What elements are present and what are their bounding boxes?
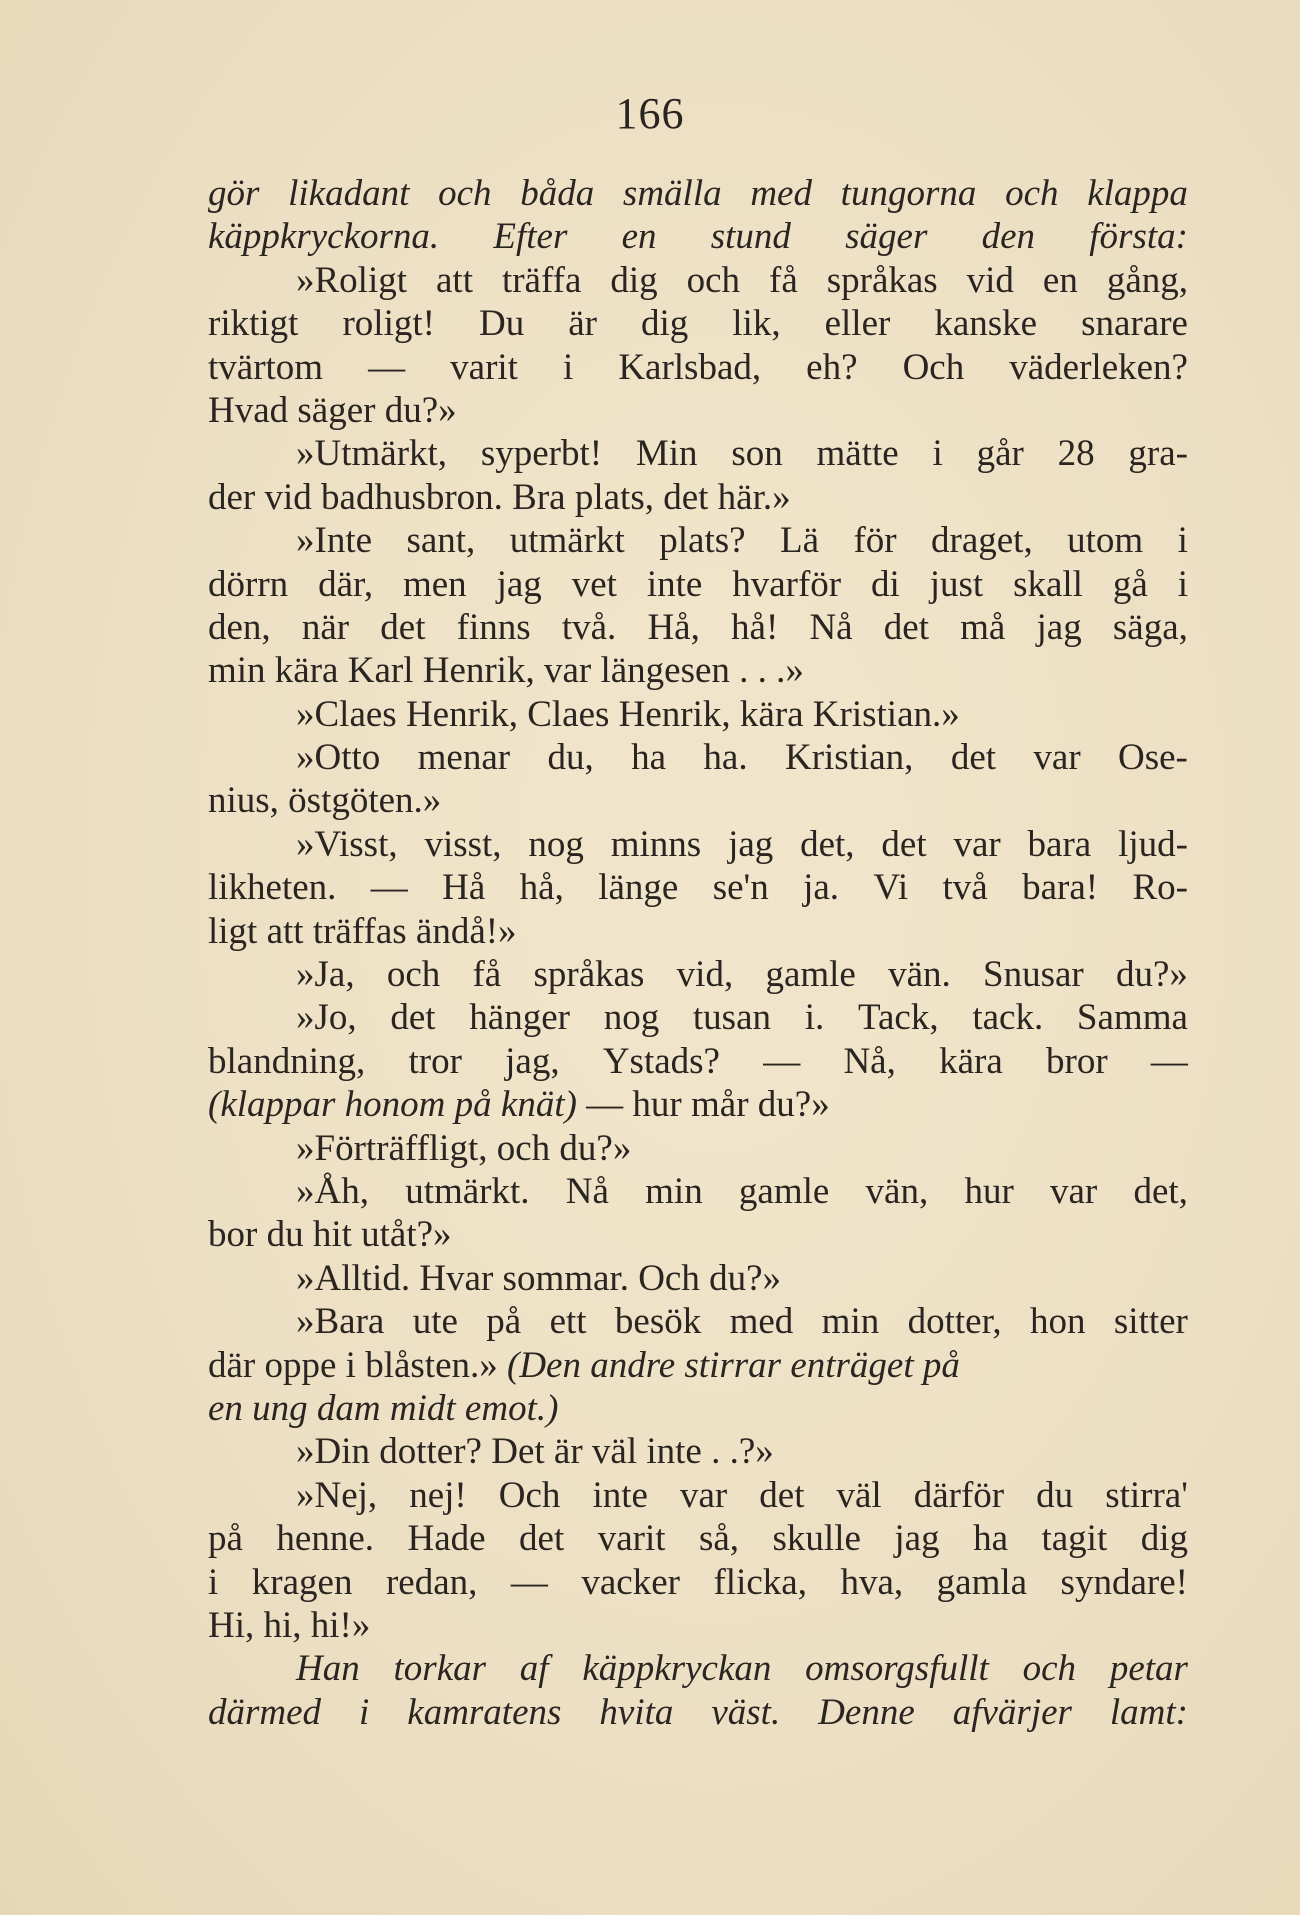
word: syndare! bbox=[1060, 1561, 1188, 1603]
word: ljud- bbox=[1118, 823, 1188, 865]
word: hur bbox=[964, 1170, 1014, 1212]
word: går bbox=[976, 433, 1024, 475]
word: dotter, bbox=[907, 1301, 1002, 1343]
word: i. bbox=[804, 997, 825, 1039]
word: den, bbox=[208, 606, 271, 648]
word: dörrn bbox=[208, 563, 289, 605]
word: ett bbox=[549, 1301, 587, 1343]
word: »Jo, bbox=[296, 997, 357, 1039]
text-line bbox=[208, 1561, 1188, 1604]
word: lik, bbox=[732, 303, 781, 345]
word: vän. bbox=[888, 954, 951, 996]
text-line bbox=[208, 1344, 1188, 1387]
word: bara! bbox=[1022, 867, 1099, 909]
word: 28 bbox=[1057, 433, 1095, 475]
word: — bbox=[510, 1561, 548, 1603]
word: första: bbox=[1089, 216, 1188, 258]
word: henne. bbox=[276, 1518, 375, 1560]
text-line: Hvad säger du?» bbox=[208, 389, 457, 431]
word: flicka, bbox=[713, 1561, 807, 1603]
word: det, bbox=[800, 823, 855, 865]
word: träffa bbox=[501, 259, 582, 301]
word: tusan bbox=[692, 997, 772, 1039]
word: — bbox=[370, 867, 408, 909]
text-segment: (Den andre stirrar enträget på bbox=[497, 1344, 960, 1386]
text-line: der vid badhusbron. Bra plats, det här.» bbox=[208, 476, 791, 518]
word: Och bbox=[902, 346, 965, 388]
word: hvarför bbox=[732, 563, 842, 605]
word: Denne bbox=[818, 1691, 915, 1733]
text-line bbox=[208, 1300, 1188, 1343]
word: kära bbox=[939, 1040, 1003, 1082]
word: i bbox=[563, 346, 574, 388]
word: »Otto bbox=[296, 737, 381, 779]
word: Nå, bbox=[843, 1040, 896, 1082]
word: i bbox=[1177, 563, 1188, 605]
word: Min bbox=[635, 433, 698, 475]
word: en bbox=[1042, 259, 1078, 301]
word: minns bbox=[610, 823, 702, 865]
word: ha bbox=[973, 1518, 1008, 1560]
word: riktigt bbox=[208, 303, 299, 345]
word: Hade bbox=[407, 1518, 486, 1560]
word: Och bbox=[498, 1474, 561, 1516]
word: en bbox=[621, 216, 657, 258]
text-line: ligt att träffas ändå!» bbox=[208, 910, 517, 952]
word: utmärkt bbox=[509, 520, 625, 562]
word: med bbox=[750, 173, 812, 214]
word: är bbox=[568, 303, 597, 345]
word: hå! bbox=[731, 606, 779, 648]
word: Han bbox=[296, 1648, 360, 1690]
text-segment: (klappar honom på knät) bbox=[208, 1084, 577, 1126]
word: det bbox=[950, 737, 997, 779]
text-line: nius, östgöten.» bbox=[208, 780, 442, 822]
word: språkas bbox=[826, 259, 938, 301]
word: stund bbox=[710, 216, 791, 258]
word: dig bbox=[1140, 1518, 1188, 1560]
text-line: min kära Karl Henrik, var längesen . . .» bbox=[208, 650, 804, 692]
word: med bbox=[729, 1301, 794, 1343]
word: mätte bbox=[816, 433, 899, 475]
word: jag bbox=[1036, 606, 1082, 648]
word: men bbox=[402, 563, 467, 605]
word: menar bbox=[417, 737, 511, 779]
body-text bbox=[208, 172, 1188, 1734]
word: därmed bbox=[208, 1691, 322, 1733]
text-line bbox=[208, 866, 1188, 909]
word: Lä bbox=[779, 520, 820, 562]
word: petar bbox=[1109, 1648, 1188, 1690]
word: vid bbox=[966, 259, 1014, 301]
word: väst. bbox=[711, 1691, 781, 1733]
word: Ystads? bbox=[602, 1040, 720, 1082]
text-line: »Claes Henrik, Claes Henrik, kära Kristian.» bbox=[296, 693, 960, 735]
word: var bbox=[1050, 1170, 1098, 1212]
word: kamratens bbox=[407, 1691, 562, 1733]
word: säger bbox=[845, 216, 928, 258]
word: det bbox=[881, 823, 927, 865]
word: sitter bbox=[1113, 1301, 1188, 1343]
word: min bbox=[821, 1301, 880, 1343]
word: ja. bbox=[803, 867, 840, 909]
word: min bbox=[645, 1170, 703, 1212]
word: af bbox=[519, 1648, 549, 1690]
word: hon bbox=[1030, 1301, 1086, 1343]
word: draget, bbox=[931, 520, 1033, 562]
word: gå bbox=[1112, 563, 1148, 605]
word: Snusar bbox=[983, 954, 1084, 996]
word: det bbox=[380, 606, 426, 648]
word: hva, bbox=[840, 1561, 904, 1603]
text-line bbox=[208, 302, 1188, 345]
word: och bbox=[1022, 1648, 1077, 1690]
word: jag, bbox=[505, 1040, 560, 1082]
word: klappa bbox=[1087, 173, 1188, 214]
word: Hå, bbox=[647, 606, 700, 648]
word: Nå bbox=[565, 1170, 609, 1212]
word: kanske bbox=[934, 303, 1038, 345]
word: i bbox=[359, 1691, 370, 1733]
word: bror bbox=[1046, 1040, 1108, 1082]
word: nog bbox=[603, 997, 660, 1039]
word: tror bbox=[408, 1040, 462, 1082]
word: käppkryckorna. bbox=[208, 216, 440, 258]
word: nej! bbox=[409, 1474, 467, 1516]
text-line bbox=[208, 1647, 1188, 1690]
word: och bbox=[438, 173, 492, 214]
word: Vi bbox=[873, 867, 909, 909]
word: Nå bbox=[809, 606, 853, 648]
word: att bbox=[436, 259, 473, 301]
word: »Åh, bbox=[296, 1170, 369, 1212]
word: syperbt! bbox=[480, 433, 603, 475]
word: plats? bbox=[659, 520, 746, 562]
text-line bbox=[208, 563, 1188, 606]
word: besök bbox=[614, 1301, 702, 1343]
word: tungorna bbox=[840, 173, 977, 214]
text-line bbox=[208, 1474, 1188, 1517]
word: visst, bbox=[424, 823, 502, 865]
word: — bbox=[763, 1040, 801, 1082]
word: och bbox=[1005, 173, 1059, 214]
word: var bbox=[679, 1474, 728, 1516]
word: väderleken? bbox=[1009, 346, 1188, 388]
text-line bbox=[208, 953, 1188, 996]
word: må bbox=[960, 606, 1006, 648]
text-line: bor du hit utåt?» bbox=[208, 1214, 452, 1256]
word: dig bbox=[610, 259, 658, 301]
word: vid, bbox=[676, 954, 734, 996]
word: »Ja, bbox=[296, 954, 355, 996]
word: den bbox=[981, 216, 1036, 258]
word: Ro- bbox=[1132, 867, 1188, 909]
text-line: Hi, hi, hi!» bbox=[208, 1604, 371, 1646]
word: två bbox=[942, 867, 988, 909]
word: du, bbox=[547, 737, 594, 779]
word: och bbox=[686, 259, 741, 301]
word: likheten. bbox=[208, 867, 337, 909]
word: redan, bbox=[385, 1561, 478, 1603]
word: eh? bbox=[806, 346, 858, 388]
word: språkas bbox=[533, 954, 645, 996]
word: »Utmärkt, bbox=[296, 433, 448, 475]
word: roligt! bbox=[342, 303, 435, 345]
word: Du bbox=[478, 303, 525, 345]
word: varit bbox=[450, 346, 518, 388]
word: det bbox=[759, 1474, 805, 1516]
page-number: 166 bbox=[615, 89, 685, 138]
word: du?» bbox=[1115, 954, 1188, 996]
word: omsorgsfullt bbox=[805, 1648, 989, 1690]
word: torkar bbox=[393, 1648, 487, 1690]
word: länge bbox=[598, 867, 679, 909]
text-line: »Förträffligt, och du?» bbox=[296, 1127, 632, 1169]
word: »Nej, bbox=[296, 1474, 378, 1516]
word: Tack, bbox=[857, 997, 939, 1039]
word: för bbox=[853, 520, 897, 562]
text-line: »Din dotter? Det är väl inte . .?» bbox=[296, 1431, 774, 1473]
text-line bbox=[208, 996, 1188, 1039]
text-line bbox=[208, 1517, 1188, 1560]
word: inte bbox=[592, 1474, 648, 1516]
word: varit bbox=[597, 1518, 666, 1560]
word: gamle bbox=[738, 1170, 830, 1212]
word: därför bbox=[913, 1474, 1005, 1516]
text-segment: — hur mår du?» bbox=[576, 1084, 830, 1126]
text-line bbox=[208, 432, 1188, 475]
word: se'n bbox=[712, 867, 769, 909]
text-line bbox=[208, 736, 1188, 779]
word: få bbox=[472, 954, 502, 996]
word: i bbox=[932, 433, 943, 475]
word: det, bbox=[1133, 1170, 1188, 1212]
word: det bbox=[390, 997, 436, 1039]
word: — bbox=[368, 346, 406, 388]
word: hå, bbox=[519, 867, 564, 909]
word: son bbox=[731, 433, 783, 475]
word: sant, bbox=[406, 520, 476, 562]
word: Ose- bbox=[1118, 737, 1188, 779]
word: utom bbox=[1067, 520, 1144, 562]
word: — bbox=[1150, 1040, 1188, 1082]
word: gör bbox=[208, 173, 260, 214]
text-line: en ung dam midt emot.) bbox=[208, 1387, 559, 1429]
word: i bbox=[1177, 520, 1188, 562]
text-line bbox=[208, 1040, 1188, 1083]
word: finns bbox=[456, 606, 531, 648]
text-line bbox=[208, 519, 1188, 562]
word: skulle bbox=[772, 1518, 861, 1560]
word: var bbox=[1033, 737, 1081, 779]
word: gamle bbox=[765, 954, 856, 996]
word: Samma bbox=[1076, 997, 1188, 1039]
word: vän, bbox=[865, 1170, 929, 1212]
word: få bbox=[769, 259, 798, 301]
word: skall bbox=[1013, 563, 1083, 605]
word: dig bbox=[640, 303, 689, 345]
word: stirra' bbox=[1105, 1474, 1188, 1516]
word: tvärtom bbox=[208, 346, 324, 388]
word: afvärjer bbox=[952, 1691, 1072, 1733]
word: hvita bbox=[599, 1691, 674, 1733]
word: ha. bbox=[703, 737, 748, 779]
word: i bbox=[208, 1561, 219, 1603]
word: eller bbox=[824, 303, 891, 345]
text-line bbox=[208, 259, 1188, 302]
word: ha bbox=[631, 737, 667, 779]
word: snarare bbox=[1081, 303, 1188, 345]
word: jag bbox=[894, 1518, 940, 1560]
word: på bbox=[486, 1301, 522, 1343]
word: där, bbox=[318, 563, 374, 605]
word: det bbox=[883, 606, 929, 648]
word: gra- bbox=[1128, 433, 1188, 475]
word: hänger bbox=[469, 997, 570, 1039]
word: bara bbox=[1027, 823, 1092, 865]
word: blandning, bbox=[208, 1040, 366, 1082]
word: »Inte bbox=[296, 520, 373, 562]
word: nog bbox=[528, 823, 584, 865]
word: Karlsbad, bbox=[618, 346, 762, 388]
word: tagit bbox=[1041, 1518, 1108, 1560]
word: »Roligt bbox=[296, 259, 408, 301]
word: var bbox=[953, 823, 1001, 865]
word: likadant bbox=[288, 173, 410, 214]
word: när bbox=[301, 606, 350, 648]
word: »Bara bbox=[296, 1301, 385, 1343]
word: säga, bbox=[1112, 606, 1188, 648]
word: och bbox=[386, 954, 441, 996]
word: smälla bbox=[622, 173, 722, 214]
word: gång, bbox=[1106, 259, 1188, 301]
word: det bbox=[519, 1518, 565, 1560]
text-line bbox=[208, 1083, 1188, 1126]
word: gamla bbox=[936, 1561, 1028, 1603]
text-line bbox=[208, 606, 1188, 649]
text-line bbox=[208, 346, 1188, 389]
word: »Visst, bbox=[296, 823, 398, 865]
word: så, bbox=[698, 1518, 740, 1560]
word: inte bbox=[646, 563, 703, 605]
word: på bbox=[208, 1518, 243, 1560]
word: jag bbox=[496, 563, 542, 605]
word: jag bbox=[728, 823, 774, 865]
word: ute bbox=[412, 1301, 458, 1343]
word: kragen bbox=[251, 1561, 353, 1603]
word: just bbox=[929, 563, 984, 605]
word: di bbox=[871, 563, 900, 605]
text-line bbox=[208, 1170, 1188, 1213]
word: lamt: bbox=[1109, 1691, 1188, 1733]
text-line: »Alltid. Hvar sommar. Och du?» bbox=[296, 1257, 782, 1299]
text-line bbox=[208, 172, 1188, 215]
text-segment: där oppe i blåsten.» bbox=[208, 1344, 498, 1386]
word: utmärkt. bbox=[405, 1170, 530, 1212]
text-line bbox=[208, 1691, 1188, 1734]
text-line bbox=[208, 823, 1188, 866]
word: väl bbox=[836, 1474, 882, 1516]
word: Efter bbox=[493, 216, 568, 258]
word: tack. bbox=[972, 997, 1044, 1039]
word: käppkryckan bbox=[582, 1648, 772, 1690]
text-line bbox=[208, 215, 1188, 258]
word: vet bbox=[571, 563, 617, 605]
word: vacker bbox=[581, 1561, 680, 1603]
word: Kristian, bbox=[784, 737, 914, 779]
word: Hå bbox=[442, 867, 486, 909]
word: två. bbox=[561, 606, 617, 648]
word: båda bbox=[520, 173, 595, 214]
word: du bbox=[1036, 1474, 1074, 1516]
